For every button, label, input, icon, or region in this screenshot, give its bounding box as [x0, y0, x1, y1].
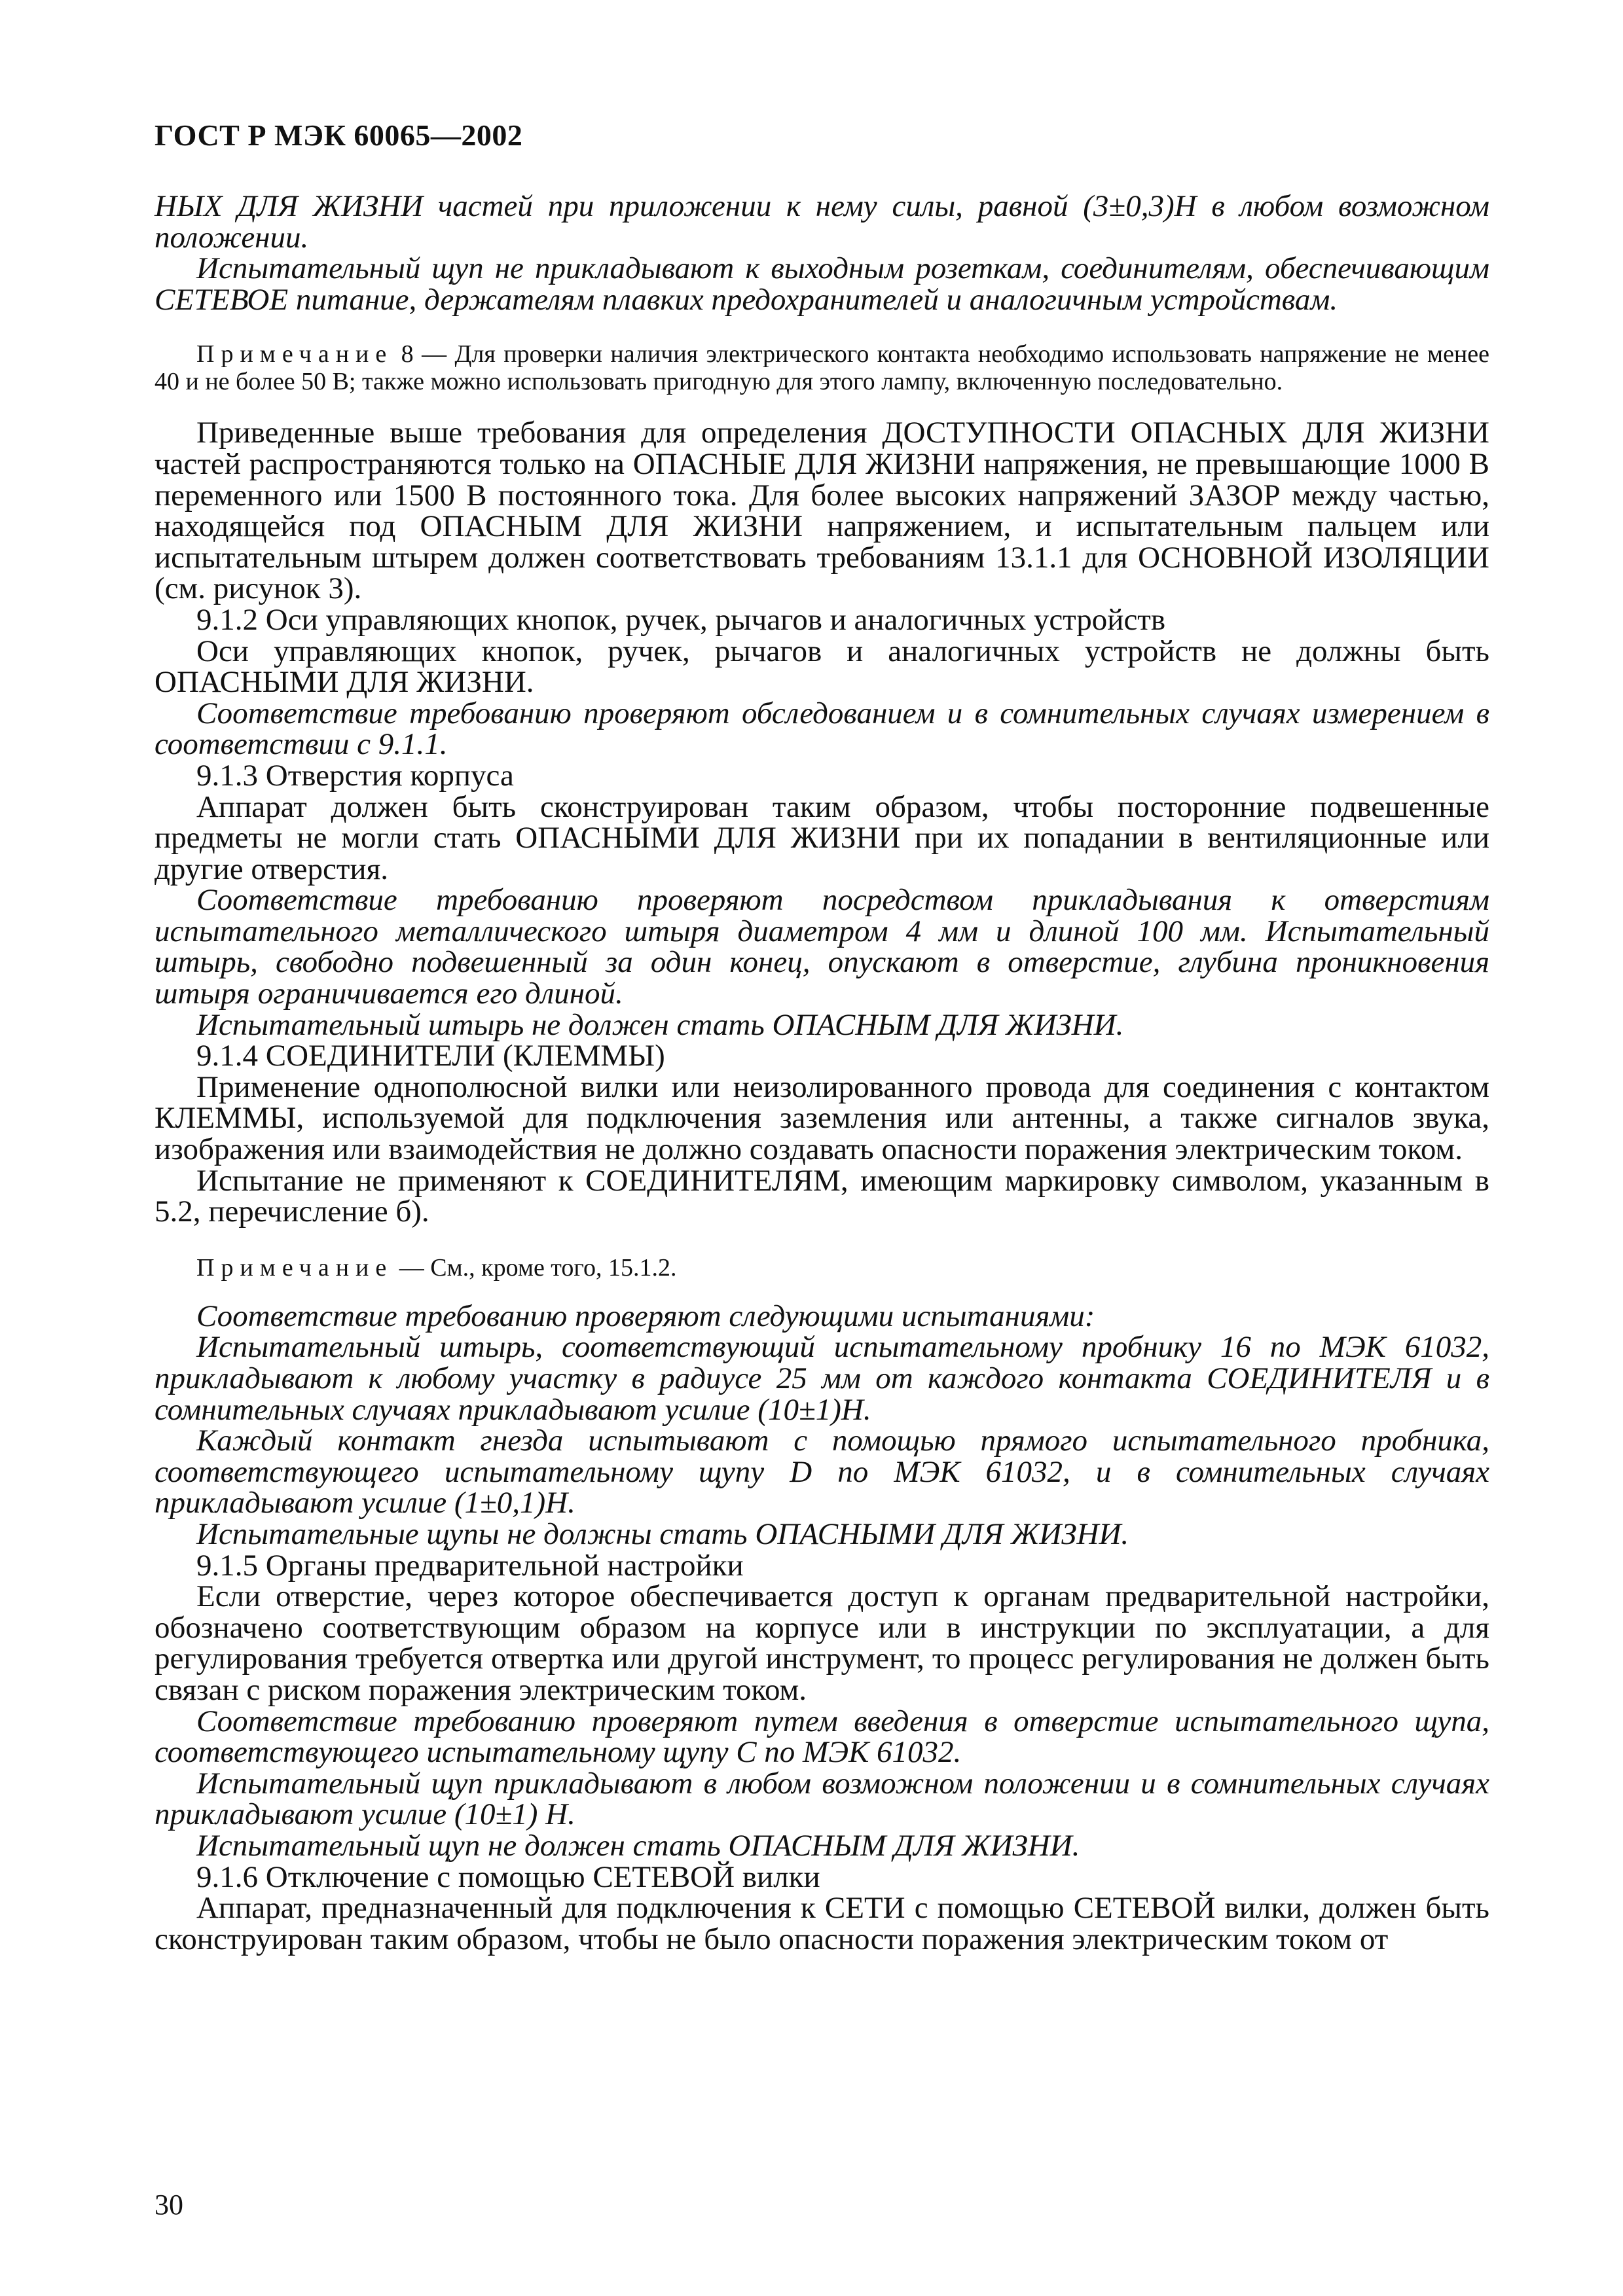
note-text: 8 — Для проверки наличия электрического контакта необходимо использовать напряжение не менее 40 и не более 50 В; также можно использовать пригодную для этого лампу, включенную последовательно.: [155, 340, 1489, 396]
paragraph-italic: Испытательный щуп не прикладывают к выходным розеткам, соединителям, обеспечивающим СЕТЕВОЕ питание, держателям плавких предохранителей и аналогичным устройствам.: [155, 251, 1489, 317]
paragraph-italic: Испытательные щупы не должны стать ОПАСНЫМИ ДЛЯ ЖИЗНИ.: [196, 1516, 1129, 1551]
note-text: — См., кроме того, 15.1.2.: [393, 1253, 677, 1282]
paragraph-italic: Соответствие требованию проверяют путем введения в отверстие испытательного щупа, соответствующего испытательному щупу С по МЭК 61032.: [155, 1704, 1489, 1770]
paragraph: Испытание не применяют к СОЕДИНИТЕЛЯМ, имеющим маркировку символом, указанным в 5.2, перечисление б).: [155, 1163, 1489, 1229]
note-label: Примечание: [196, 1253, 393, 1282]
paragraph-italic: Испытательный щуп прикладывают в любом возможном положении и в сомнительных случаях прикладывают усилие (10±1) Н.: [155, 1766, 1489, 1832]
paragraph: Аппарат должен быть сконструирован таким образом, чтобы посторонние подвешенные предметы не могли стать ОПАСНЫМИ ДЛЯ ЖИЗНИ при их попадании в вентиляционные или другие отверстия.: [155, 789, 1489, 886]
paragraph: Если отверстие, через которое обеспечивается доступ к органам предварительной настройки, обозначено соответствующим образом на корпусе или в инструкции по эксплуатации, а для регулирования требуется отвертка или другой инструмент, то процесс регулирования не должен быть связан с риском поражения электрическим током.: [155, 1579, 1489, 1707]
section-heading-9-1-2: 9.1.2 Оси управляющих кнопок, ручек, рычагов и аналогичных устройств: [196, 602, 1166, 637]
paragraph-italic: Испытательный штырь, соответствующий испытательному пробнику 16 по МЭК 61032, прикладывают к любому участку в радиусе 25 мм от каждого контакта СОЕДИНИТЕЛЯ и в сомнительных случаях прикладывают усилие (10±1)Н.: [155, 1330, 1489, 1427]
paragraph-italic: Испытательный штырь не должен стать ОПАСНЫМ ДЛЯ ЖИЗНИ.: [196, 1007, 1124, 1042]
paragraph-italic: Соответствие требованию проверяют обследованием и в сомнительных случаях измерением в соответствии с 9.1.1.: [155, 696, 1489, 762]
section-heading-9-1-4: 9.1.4 СОЕДИНИТЕЛИ (КЛЕММЫ): [196, 1039, 665, 1073]
paragraph: Применение однополюсной вилки или неизолированного провода для соединения с контактом КЛЕММЫ, используемой для подключения заземления или антенны, а также сигналов звука, изображения или взаимодействия не должно создавать опасности поражения электрическим током.: [155, 1069, 1489, 1167]
note-label: Примечание: [196, 340, 393, 368]
paragraph-italic: Каждый контакт гнезда испытывают с помощью прямого испытательного пробника, соответствующего испытательному щупу D по МЭК 61032, и в сомнительных случаях прикладывают усилие (1±0,1)Н.: [155, 1424, 1489, 1520]
document-header: ГОСТ Р МЭК 60065—2002: [155, 118, 523, 152]
paragraph-italic: Соответствие требованию проверяют посредством прикладывания к отверстиям испытательного металлического штыря диаметром 4 мм и длиной 100 мм. Испытательный штырь, свободно подвешенный за один конец, опускают в отверстие, глубина проникновения штыря ограничивается его длиной.: [155, 883, 1489, 1011]
page-number: 30: [155, 2189, 183, 2221]
paragraph: Оси управляющих кнопок, ручек, рычагов и аналогичных устройств не должны быть ОПАСНЫМИ ДЛЯ ЖИЗНИ.: [155, 634, 1489, 700]
paragraph-italic: Соответствие требованию проверяют следующими испытаниями:: [196, 1299, 1095, 1333]
section-heading-9-1-5: 9.1.5 Органы предварительной настройки: [196, 1548, 744, 1583]
section-heading-9-1-3: 9.1.3 Отверстия корпуса: [196, 758, 514, 793]
paragraph-requirements: Приведенные выше требования для определения ДОСТУПНОСТИ ОПАСНЫХ ДЛЯ ЖИЗНИ частей распространяются только на ОПАСНЫЕ ДЛЯ ЖИЗНИ напряжения, не превышающие 1000 В переменного или 1500 В постоянного тока. Для более высоких напряжений ЗАЗОР между частью, находящейся под ОПАСНЫМ ДЛЯ ЖИЗНИ напряжением, и испытательным пальцем или испытательным штырем должен соответствовать требованиям 13.1.1 для ОСНОВНОЙ ИЗОЛЯЦИИ (см. рисунок 3).: [155, 416, 1489, 606]
note-see-also: [155, 1254, 1489, 1282]
section-heading-9-1-6: 9.1.6 Отключение с помощью СЕТЕВОЙ вилки: [196, 1859, 820, 1894]
note-8: [155, 340, 1489, 395]
paragraph-continuation: НЫХ ДЛЯ ЖИЗНИ частей при приложении к нему силы, равной (3±0,3)Н в любом возможном положении.: [155, 189, 1489, 255]
paragraph-italic: Испытательный щуп не должен стать ОПАСНЫМ ДЛЯ ЖИЗНИ.: [196, 1828, 1080, 1863]
document-body: [155, 189, 1489, 1956]
paragraph: Аппарат, предназначенный для подключения к СЕТИ с помощью СЕТЕВОЙ вилки, должен быть сконструирован таким образом, чтобы не было опасности поражения электрическим током от: [155, 1891, 1489, 1956]
